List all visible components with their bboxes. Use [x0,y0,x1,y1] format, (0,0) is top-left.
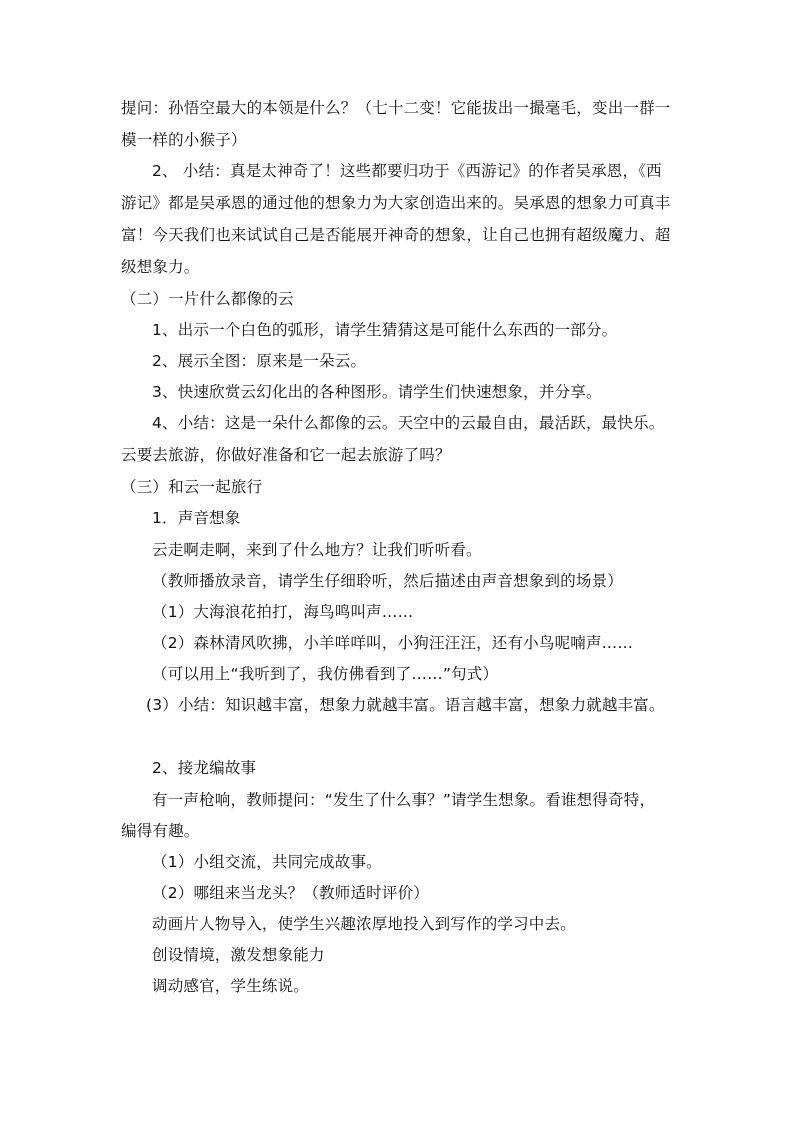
text-line-10: 3、快速欣赏云幻化出的各种图形。请学生们快速想象，并分享。 [152,383,602,401]
text-line-9: 2、展示全图：原来是一朵云。 [152,352,367,370]
text-line-11: 4、小结：这是一朵什么都像的云。天空中的云最自由，最活跃，最快乐。 [152,414,665,432]
text-line-3: 2、 小结：真是太神奇了！这些都要归功于《西游记》的作者吴承恩，《西 [152,162,662,180]
text-line-14: 1．声音想象 [152,509,241,527]
text-line-26: 动画片人物导入，使学生兴趣浓厚地投入到写作的学习中去。 [152,915,576,933]
text-line-17: （1）大海浪花拍打，海鸟鸣叫声…… [152,603,414,621]
text-line-22: 有一声枪响，教师提问：“发生了什么事？”请学生想象。看谁想得奇特， [152,791,656,809]
section-heading-2: （二）一片什么都像的云 [121,290,294,308]
text-line-15: 云走啊走啊，来到了什么地方？让我们听听看。 [152,541,482,559]
text-line-27: 创设情境，激发想象能力 [152,946,325,964]
text-line-16: （教师播放录音，请学生仔细聆听，然后描述由声音想象到的场景） [152,572,624,590]
text-line-19: （可以用上“我听到了，我仿佛看到了……”句式） [152,665,499,683]
text-line-25: （2）哪组来当龙头？（教师适时评价） [152,884,429,902]
text-line-20: (3）小结：知识越丰富，想象力就越丰富。语言越丰富，想象力就越丰富。 [146,696,665,714]
text-line-4: 游记》都是吴承恩的通过他的想象力为大家创造出来的。吴承恩的想象力可真丰 [121,194,671,212]
text-line-1: 提问：孙悟空最大的本领是什么？（七十二变！它能拔出一撮毫毛，变出一群一 [121,99,671,117]
section-heading-3: （三）和云一起旅行 [121,478,263,496]
text-line-8: 1、出示一个白色的弧形，请学生猜猜这是可能什么东西的一部分。 [152,321,618,339]
text-line-28: 调动感官，学生练说。 [152,977,310,995]
text-line-6: 级想象力。 [121,258,200,276]
text-line-2: 模一样的小猴子） [121,131,247,149]
text-line-21: 2、接龙编故事 [152,759,257,777]
text-line-24: （1）小组交流，共同完成故事。 [152,853,382,871]
text-line-18: （2）森林清风吹拂，小羊咩咩叫，小狗汪汪汪，还有小鸟呢喃声…… [152,634,634,652]
text-line-5: 富！今天我们也来试试自己是否能展开神奇的想象，让自己也拥有超级魔力、超 [121,226,671,244]
text-line-12: 云要去旅游，你做好准备和它一起去旅游了吗？ [121,446,451,464]
text-line-23: 编得有趣。 [121,822,200,840]
